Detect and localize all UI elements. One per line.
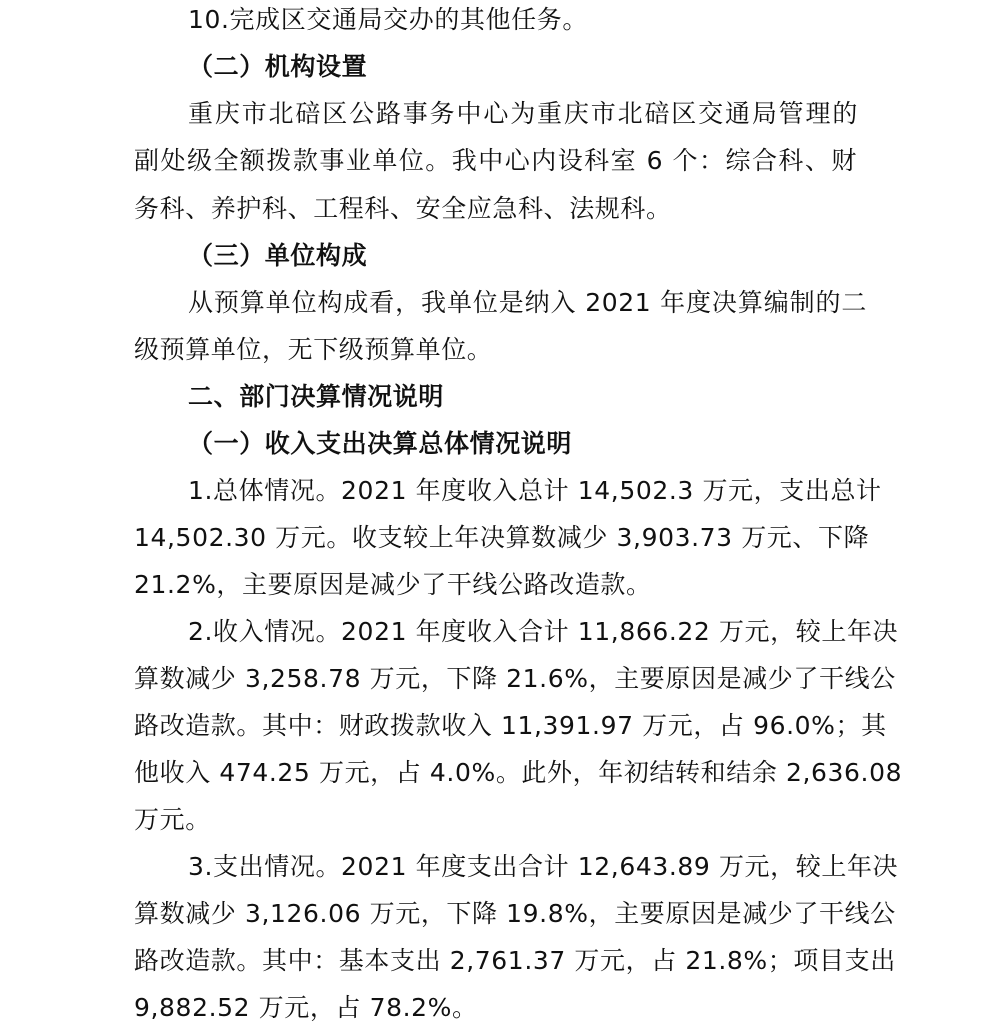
subheading-overall-summary: （一）收入支出决算总体情况说明 [188,429,573,458]
section-heading-final-accounts: 二、部门决算情况说明 [188,382,445,411]
paragraph-line: 14,502.30 万元。收支较上年决算数减少 3,903.73 万元、下降 [134,523,870,552]
paragraph-line: 3.支出情况。2021 年度支出合计 12,643.89 万元，较上年决 [188,852,899,881]
paragraph-line: 算数减少 3,126.06 万元，下降 19.8%，主要原因是减少了干线公 [134,899,896,928]
paragraph-line: 务科、养护科、工程科、安全应急科、法规科。 [134,194,672,223]
paragraph-line: 副处级全额拨款事业单位。我中心内设科室 6 个：综合科、财 [134,146,857,175]
paragraph-line: 21.2%，主要原因是减少了干线公路改造款。 [134,570,652,599]
paragraph-line: 从预算单位构成看，我单位是纳入 2021 年度决算编制的二 [188,288,867,317]
text-line-task-10: 10.完成区交通局交办的其他任务。 [188,5,588,34]
paragraph-line: 万元。 [134,805,211,834]
paragraph-line: 他收入 474.25 万元，占 4.0%。此外，年初结转和结余 2,636.08 [134,758,903,787]
paragraph-line: 级预算单位，无下级预算单位。 [134,335,493,364]
paragraph-line: 9,882.52 万元，占 78.2%。 [134,993,478,1022]
subheading-unit-composition: （三）单位构成 [188,241,368,270]
subheading-institution-setup: （二）机构设置 [188,52,368,81]
paragraph-line: 1.总体情况。2021 年度收入总计 14,502.3 万元，支出总计 [188,476,882,505]
paragraph-line: 算数减少 3,258.78 万元，下降 21.6%，主要原因是减少了干线公 [134,664,896,693]
paragraph-line: 2.收入情况。2021 年度收入合计 11,866.22 万元，较上年决 [188,617,899,646]
paragraph-line: 路改造款。其中：基本支出 2,761.37 万元，占 21.8%；项目支出 [134,946,896,975]
paragraph-line: 路改造款。其中：财政拨款收入 11,391.97 万元，占 96.0%；其 [134,711,887,740]
paragraph-line: 重庆市北碚区公路事务中心为重庆市北碚区交通局管理的 [188,99,858,128]
